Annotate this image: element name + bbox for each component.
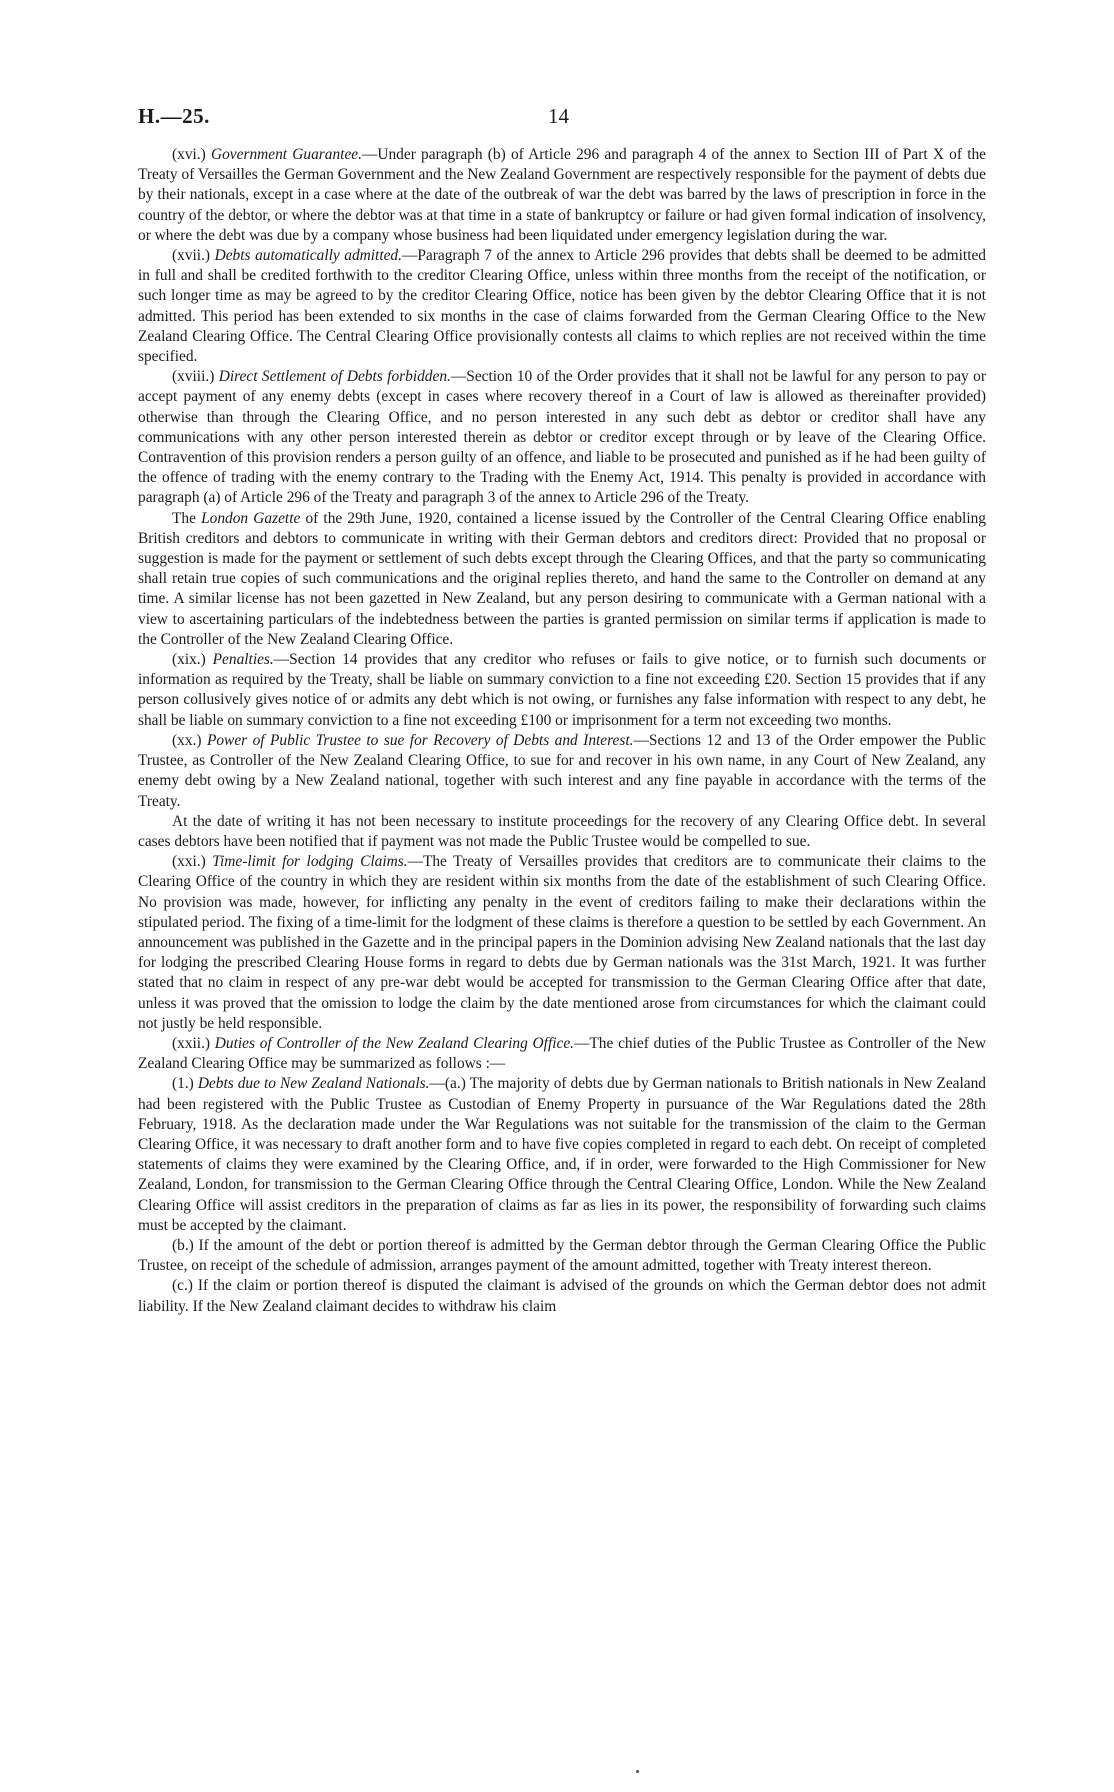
page-header <box>138 104 988 130</box>
paragraph-text: —The chief duties of the Public Trustee as Controller of the New Zealand Clearing Office may be summarized as follows :— <box>138 1034 987 1073</box>
paragraph-time-limit <box>138 852 986 1034</box>
paragraph-lead: (xvi.) <box>172 146 211 163</box>
paragraph-heading: Debts automatically admitted. <box>214 247 402 265</box>
paragraph-heading: Direct Settlement of Debts forbidden. <box>218 368 451 386</box>
paragraph-text: At the date of writing it has not been necessary to institute proceedings for the recovery of any Clearing Office debt. In several cases debtors have been notified that if payment was not made the Public Trustee would be compelled to sue. <box>138 812 986 850</box>
paragraph-government-guarantee <box>138 145 986 246</box>
paragraph-text: —The Treaty of Versailles provides that creditors are to communicate their claims to the Clearing Office of the country in which they are resident within six months from the date of the establishment of such Clearing Office. No provision was made, however, for inflicting any penalty in the event of creditors failing to make their declarations within the stipulated period. The fixing of a time-limit for the lodgment of these claims is therefore a question to be settled by each Government. An announcement was published in the Gazette and in the principal papers in the Dominion advising New Zealand nationals that the last day for lodging the prescribed Clearing House forms in regard to debts due by German nationals was the 31st March, 1921. It was further stated that no claim in respect of any pre-war debt would be accepted for transmission to the German Clearing Office after that date, unless it was proved that the omission to lodge the claim by the date mentioned arose from circumstances for which the claimant could not justly be held responsible. <box>138 853 986 1032</box>
page-number: 14 <box>548 104 569 128</box>
paragraph-proceedings <box>138 812 986 852</box>
paragraph-text: —Sections 12 and 13 of the Order empower the Public Trustee, as Controller of the New Zealand Clearing Office, to sue for and recover in his own name, in any Court of New Zealand, any enemy debt owing by a New Zealand national, together with such interest and any fine payable in accordance with the terms of the Treaty. <box>138 731 987 810</box>
paragraph-heading: Government Guarantee. <box>211 146 362 163</box>
paragraph-debts-automatically-admitted <box>138 246 986 367</box>
paragraph-text: of the 29th June, 1920, contained a license issued by the Controller of the Central Clearing Office enabling British creditors and debtors to communicate in writing with their German debtors and creditors direct: Provided that no proposal or suggestion is made for the payment or settlement of such debts except through the Clearing Offices, and that the party so communicating shall retain true copies of such communications and the original replies thereto, and hand the same to the Controller on demand at any time. A similar license has not been gazetted in New Zealand, but any person desiring to communicate with a German national with a view to ascertaining particulars of the indebtedness between the parties is granted permission on similar terms if application is made to the Controller of the New Zealand Clearing Office. <box>138 509 986 648</box>
paragraph-lead: (xxi.) <box>172 853 213 871</box>
paragraph-admitted-debt <box>138 1236 986 1276</box>
paragraph-text: —Section 14 provides that any creditor who refuses or fails to give notice, or to furnish such documents or information as required by the Treaty, shall be liable on summary conviction to a fine not exceeding £20. Section 15 provides that if any person collusively gives notice of or admits any debt which is not owing, or furnishes any false information with respect to any debt, he shall be liable on summary conviction to a fine not exceeding £100 or imprisonment for a term not exceeding two months. <box>138 651 986 729</box>
paragraph-direct-settlement <box>138 367 986 508</box>
paragraph-text: —Section 10 of the Order provides that it shall not be lawful for any person to pay or accept payment of any enemy debts (except in cases where recovery thereof in a Court of law is allowed as thereinafter provided) otherwise than through the Clearing Office, and no person interested in any such debt as debtor or creditor shall have any communications with any other person interested therein as debtor or creditor except through or by leave of the Clearing Office. Contravention of this provision renders a person guilty of an offence, and liable to be prosecuted and punished as if he had been guilty of the offence of trading with the enemy contrary to the Trading with the Enemy Act, 1914. This penalty is provided in accordance with paragraph (a) of Article 296 of the Treaty and paragraph 3 of the annex to Article 296 of the Treaty. <box>138 368 986 507</box>
paragraph-heading: Debts due to New Zealand Nationals. <box>197 1075 430 1093</box>
stray-mark <box>636 1770 639 1773</box>
paragraph-duties-of-controller <box>138 1034 986 1074</box>
paragraph-text: (c.) If the claim or portion thereof is disputed the claimant is advised of the grounds on which the German debtor does not admit liability. If the New Zealand claimant decides to withdraw his claim <box>138 1277 986 1315</box>
paragraph-text: —Under paragraph (b) of Article 296 and paragraph 4 of the annex to Section III of Part X of the Treaty of Versailles the German Government and the New Zealand Government are respectively responsible for the payment of debts due by their nationals, except in a case where at the date of the outbreak of war the debt was barred by the laws of prescription in force in the country of the debtor, or where the debtor was at that time in a state of bankruptcy or failure or had given formal indication of insolvency, or where the debt was due by a company whose business had been liquidated under emergency legislation during the war. <box>138 146 986 244</box>
paragraph-london-gazette <box>138 509 986 650</box>
paragraph-heading: Penalties. <box>212 651 274 669</box>
paragraph-lead: The <box>172 509 202 527</box>
paragraph-lead: (xix.) <box>172 651 213 669</box>
paragraph-heading: Time-limit for lodging Claims. <box>212 853 408 871</box>
paragraph-power-to-sue <box>138 731 986 812</box>
body-text <box>138 145 986 1317</box>
paragraph-heading: Duties of Controller of the New Zealand Clearing Office. <box>214 1034 575 1052</box>
paragraph-lead: (1.) <box>172 1075 198 1093</box>
document-id: H.—25. <box>138 104 210 128</box>
paragraph-heading: Power of Public Trustee to sue for Recovery of Debts and Interest. <box>206 731 634 749</box>
paragraph-lead: (xxii.) <box>172 1034 215 1052</box>
paragraph-text: —Paragraph 7 of the annex to Article 296 provides that debts shall be deemed to be admitted in full and shall be credited forthwith to the creditor Clearing Office, unless within three months from the receipt of the notification, or such longer time as may be agreed to by the creditor Clearing Office, notice has been given by the debtor Clearing Office that it is not admitted. This period has been extended to six months in the case of claims forwarded from the German Clearing Office to the New Zealand Clearing Office. The Central Clearing Office provisionally contests all claims to which replies are not received within the time specified. <box>138 247 986 366</box>
paragraph-disputed-claim <box>138 1276 986 1316</box>
paragraph-text: —(a.) The majority of debts due by German nationals to British nationals in New Zealand had been registered with the Public Trustee as Custodian of Enemy Property in pursuance of the War Regulations dated the 28th February, 1918. As the declaration made under the War Regulations was not suitable for the transmission of the claim to the German Clearing Office, it was necessary to draft another form and to have five copies completed in regard to each debt. On receipt of completed statements of claims they were examined by the Clearing Office, and, if in order, were forwarded to the High Commissioner for New Zealand, London, for transmission to the German Clearing Office through the Central Clearing Office, London. While the New Zealand Clearing Office will assist creditors in the preparation of claims as far as lies in its power, the responsibility of forwarding such claims must be accepted by the claimant. <box>138 1075 986 1234</box>
paragraph-text: (b.) If the amount of the debt or portion thereof is admitted by the German debtor through the German Clearing Office the Public Trustee, on receipt of the schedule of admission, arranges payment of the amount admitted, together with Treaty interest thereon. <box>138 1236 986 1275</box>
paragraph-lead: (xx.) <box>172 731 207 749</box>
paragraph-lead: (xvii.) <box>172 247 215 265</box>
paragraph-lead: (xviii.) <box>172 368 219 386</box>
paragraph-debts-due <box>138 1074 986 1236</box>
paragraph-penalties <box>138 650 986 731</box>
paragraph-heading: London Gazette <box>201 509 301 527</box>
